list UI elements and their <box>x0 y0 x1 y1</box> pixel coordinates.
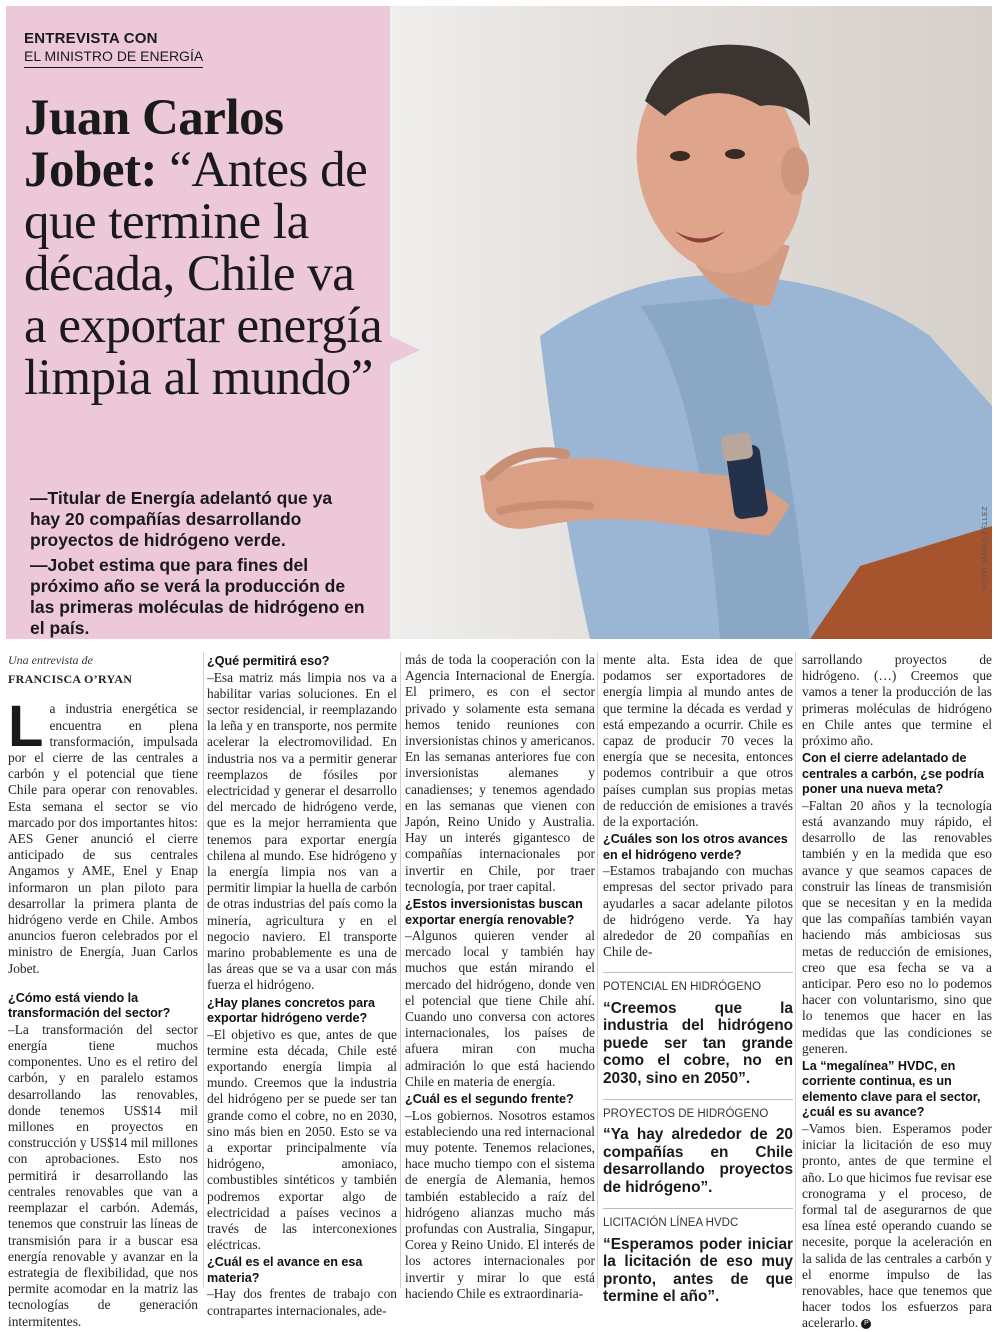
column-1 <box>8 652 198 1330</box>
pull-quote <box>603 972 793 1087</box>
pull-quote <box>603 1208 793 1305</box>
column-5 <box>802 652 992 1332</box>
end-of-article-icon: P <box>861 1319 871 1329</box>
minister-photo <box>390 6 992 639</box>
answer: –Estamos trabajando con muchas empresas del sector privado para ayudarles a sacar adelante pilotos de hidrógeno verde. Ya hay alrededor de 20 compañías en Chile de- <box>603 863 793 960</box>
kicker-title: ENTREVISTA CON <box>24 30 158 47</box>
question: ¿Cuál es el avance en esa materia? <box>207 1255 363 1285</box>
portrait-illustration <box>390 6 992 639</box>
pull-quote-text: “Creemos que la industria del hidrógeno puede ser tan grande como el cobre, no en 2030, sino en 2050”. <box>603 999 793 1087</box>
pull-quote-text: “Ya hay alrededor de 20 compañías en Chile desarrollando proyectos de hidrógeno”. <box>603 1126 793 1196</box>
byline-author: FRANCISCA O’RYAN <box>8 672 133 687</box>
question: ¿Hay planes concretos para exportar hidrógeno verde? <box>207 995 375 1026</box>
column-divider <box>597 652 598 1288</box>
section-kicker <box>24 30 203 68</box>
question: ¿Estos inversionistas buscan exportar energía renovable? <box>405 897 583 927</box>
question: ¿Cuáles son los otros avances en el hidrógeno verde? <box>603 832 788 862</box>
article-header <box>6 6 992 639</box>
summary-bullet: —Titular de Energía adelantó que ya hay 20 compañías desarrollando proyectos de hidrógeno verde. <box>30 488 333 550</box>
kicker-subtitle: EL MINISTRO DE ENERGÍA <box>24 48 203 68</box>
drop-cap: L <box>8 694 44 760</box>
answer: más de toda la cooperación con la Agencia Internacional de Energía. El primero, es con el sector privado y solamente esta semana hemos tenido reuniones con inversionistas chinos y americanos. En las semanas anteriores fue con inversionistas alemanes y canadienses; y tenemos agendado en las semanas que vienen con Japón, Reino Unido y Australia. Hay un interés gigantesco de compañías internacionales por invertir en Chile, por traer tecnología, por traer capital. <box>405 652 595 894</box>
answer <box>802 1121 992 1332</box>
column-3 <box>405 652 595 1302</box>
photo-credit: FOTO: MARIO TÉLLEZ <box>982 506 989 589</box>
panel-pointer <box>390 336 420 364</box>
question: ¿Cuál es el segundo frente? <box>405 1092 574 1107</box>
pull-quote-label: LICITACIÓN LÍNEA HVDC <box>603 1217 739 1230</box>
column-2 <box>207 652 397 1319</box>
byline-intro: Una entrevista de <box>8 653 93 667</box>
pull-quote <box>603 1099 793 1196</box>
column-divider <box>795 652 796 1288</box>
column-4 <box>603 652 793 1314</box>
column-divider <box>400 652 401 1288</box>
question: ¿Qué permitirá eso? <box>207 654 330 668</box>
summary-bullet: —Jobet estima que para fines del próximo año se verá la producción de las primeras moléculas de hidrógeno en el país. <box>30 555 365 638</box>
article-headline <box>24 92 384 404</box>
answer: –Los gobiernos. Nosotros estamos estableciendo una red internacional muy potente. Tenemos relaciones, hace mucho tiempo con el sistema de energía de Alemania, hemos también establecido a raíz del hidrógeno alianzas mucho más profundas con Australia, Singapur, Corea y Reino Unido. El interés de los actores internacionales por invertir y mirar lo que está haciendo Chile es extraordinaria- <box>405 1107 595 1301</box>
answer: –Faltan 20 años y la tecnología está avanzando muy rápido, el desarrollo de las renovables también y en la medida que eso avance y que seamos capaces de construir las líneas de transmisión que se necesitan y en la medida que las compañías también vayan haciendo más ambiciosas sus metas de reducción de emisiones, creo que esa fecha se va a anticipar. Pero eso no lo podemos hacer con voluntarismo, sino que lo tenemos que hacer en las medidas que las condiciones se generen. <box>802 797 992 1056</box>
answer: –El objetivo es que, antes de que termine esta década, Chile esté exportando energía limpia al mundo. Creemos que la industria del hidrógeno per se puede ser tan grande como el cobre, no en 2030, sino más bien en 2050. Esto se va a exportar principalmente vía hidrógeno, amoniaco, combustibles sintéticos y también podremos exportar algo de electricidad a países vecinos a través de las interconexiones eléctricas. <box>207 1026 397 1253</box>
headline-name: Juan Carlos Jobet: <box>24 90 284 198</box>
answer: –Esa matriz más limpia nos va a habilitar varias soluciones. En el sector residencial, ir reemplazando la leña y en transporte, nos permite acelerar la electromovilidad. En industria nos va a permitir generar reemplazos de fósiles por electricidad y generar el desarrollo del mercado de hidrógeno verde, que es la mejor herramienta que tenemos para exportar energía chilena al mundo. Ese hidrógeno y la energía limpia nos van a permitir limpiar la huella de carbón de otras industrias del país como la minería, agricultura y en el negocio naviero. El transporte marino probablemente es una de las áreas que se va a usar con más fuerza el hidrógeno. <box>207 669 397 993</box>
answer: sarrollando proyectos de hidrógeno. (…) Creemos que vamos a tener la producción de las primeras moléculas de hidrógeno en Chile antes que termine el próximo año. <box>802 652 992 749</box>
lead-paragraph <box>8 694 198 976</box>
answer: mente alta. Esta idea de que podamos ser exportadores de energía limpia al mundo antes de que termine la década es verdad y está empezando a ocurrir. Chile es capaz de producir 70 veces la energía que se necesita, entonces podemos contribuir a que otros países cumplan sus propias metas de reducción de emisiones a través de la exportación. <box>603 652 793 830</box>
column-divider <box>203 652 204 1288</box>
summary-bullets <box>30 488 366 643</box>
answer: –Hay dos frentes de trabajo con contrapartes internacionales, ade- <box>207 1286 397 1318</box>
headline-quote: “Antes de que termine la década, Chile va a exportar energía limpia al mundo” <box>24 142 383 406</box>
answer-text: –Vamos bien. Esperamos poder iniciar la licitación de eso muy pronto, antes de que termine el año. Lo que hicimos fue revisar ese cronograma y el proceso, de formal tal de asegurarnos de que esa línea esté operando cuando se necesite, porque la aceleración en la salida de las centrales a carbón y el enorme impulso de las renovables, hace que tenemos que hacer todos los esfuerzos para acelerarlo. <box>802 1120 993 1331</box>
question: ¿Cómo está viendo la transformación del sector? <box>8 990 171 1021</box>
answer: –La transformación del sector energía tiene muchos componentes. Uno es el retiro del carbón, y en paralelo estamos desarrollando las renovables, donde tenemos US$14 mil millones en proyectos en construcción y US$14 mil millones con aprobaciones. Esto nos permitirá ir desarrollando las centrales renovables que van a reemplazar el carbón. Además, tenemos que construir las líneas de transmisión para ir a buscar esa energía renovable y avanzar en la estrategia de flexibilidad, que nos permite acomodar en la matriz las tecnologías de generación intermitentes. <box>8 1021 198 1329</box>
question: La “megalínea” HVDC, en corriente continua, es un elemento clave para el sector, ¿cuál es su avance? <box>802 1058 981 1120</box>
question: Con el cierre adelantado de centrales a carbón, ¿se podría poner una nueva meta? <box>802 751 984 797</box>
pull-quote-text: “Esperamos poder iniciar la licitación de eso muy pronto, antes de que termine el año”. <box>603 1235 793 1306</box>
lead-text: a industria energética se encuentra en plena transformación, impulsada por el cierre de las centrales a carbón y el potencial que tiene Chile para operar con renovables. Esta semana el sector se vio marcado por dos importantes hitos: AES Gener anunció el cierre anticipado de sus centrales Angamos y AME, Enel y Enap informaron un plan piloto para desarrollar la primera planta de hidrógeno verde en Chile. Ambos anuncios fueron celebrados por el ministro de Energía, Juan Carlos Jobet. <box>8 701 198 976</box>
answer: –Algunos quieren vender al mercado local y también hay muchos que están mirando el mercado del hidrógeno, donde ven el potencial que tiene Chile ahí. Cuando uno conversa con actores internacionales, los países de afuera miran con mucha admiración lo que está haciendo Chile en materia de energía. <box>405 928 595 1089</box>
pull-quote-label: PROYECTOS DE HIDRÓGENO <box>603 1108 769 1121</box>
pull-quote-label: POTENCIAL EN HIDRÓGENO <box>603 981 762 994</box>
